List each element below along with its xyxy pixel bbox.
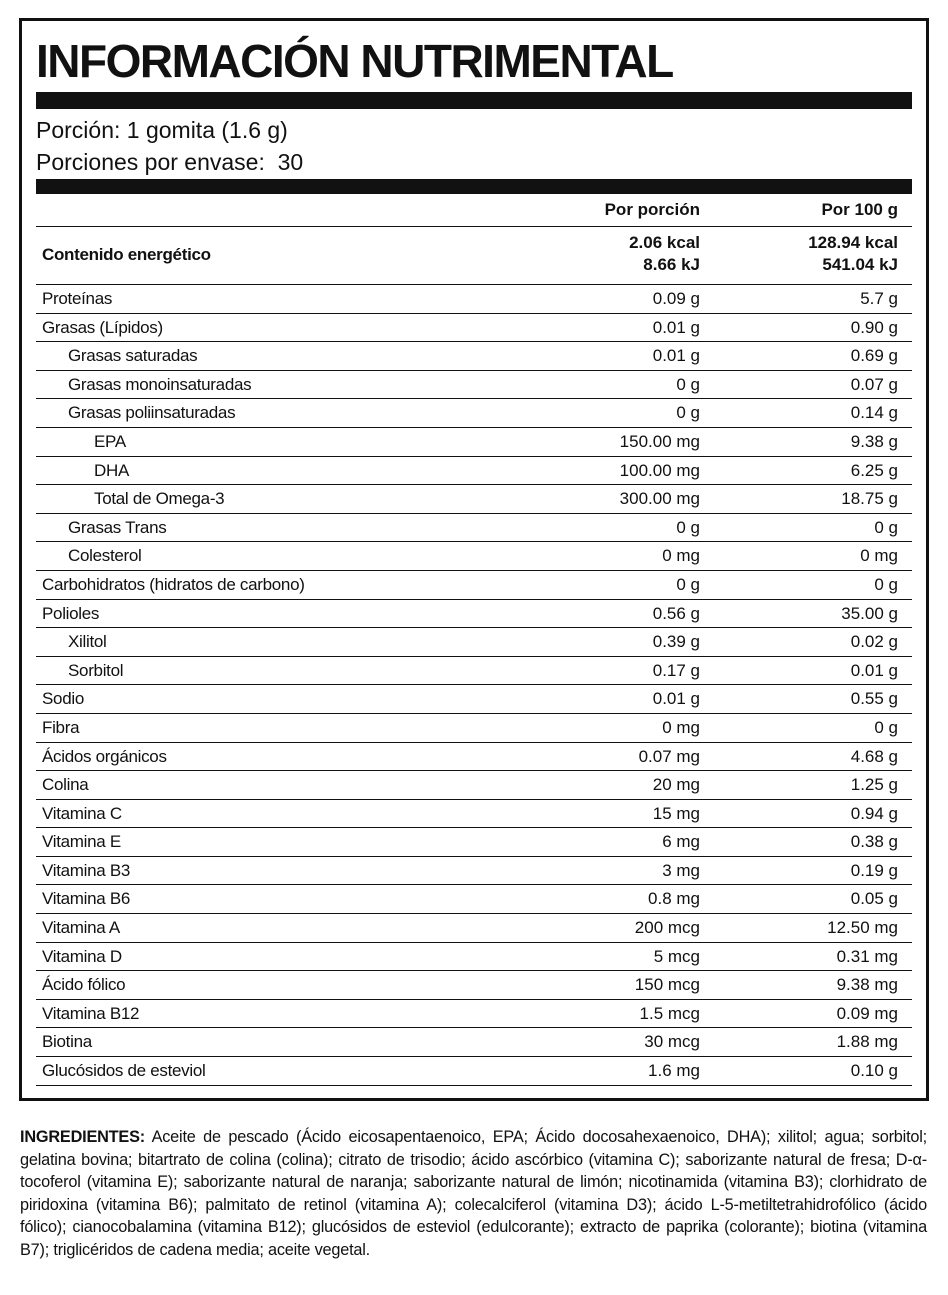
nutrient-label: Polioles [42,603,100,623]
page-title: INFORMACIÓN NUTRIMENTAL [36,35,673,87]
table-row [36,542,912,571]
energy-per-100g-kj: 541.04 kJ [822,255,898,274]
nutrient-label: Vitamina B6 [42,889,131,909]
energy-per-serving-kcal: 2.06 kcal [629,233,700,252]
nutrient-label: Vitamina C [42,803,122,823]
nutrient-per-100g: 5.7 g [860,289,898,308]
nutrient-per-serving: 0 g [676,374,700,394]
table-row [36,1000,912,1029]
table-row [36,1057,912,1086]
nutrient-per-100g: 9.38 g [850,431,898,451]
servings-per-container: Porciones por envase: 30 [36,149,304,175]
nutrient-per-100g: 0 g [874,574,898,594]
table-row [36,314,912,343]
table-row [36,743,912,772]
nutrient-per-serving: 0.01 g [652,689,700,709]
column-header-per-serving: Por porción [604,200,700,219]
nutrient-per-100g: 0.07 g [850,374,898,394]
nutrition-table [36,194,912,1086]
ingredients-paragraph [20,1126,927,1262]
nutrient-per-100g: 0.01 g [850,660,898,680]
nutrient-per-100g: 18.75 g [841,489,898,509]
column-header-per-100g: Por 100 g [821,200,898,219]
nutrient-label: Glucósidos de esteviol [42,1061,206,1081]
nutrient-per-100g: 1.25 g [850,775,898,795]
nutrient-per-serving: 0 mg [662,546,700,566]
nutrient-per-100g: 0.09 mg [836,1003,898,1023]
nutrient-per-100g: 0.14 g [850,403,898,423]
table-row [36,800,912,829]
nutrient-rows [36,285,912,1086]
table-row [36,628,912,657]
nutrient-per-100g: 35.00 g [841,603,898,623]
nutrient-per-serving: 0.17 g [652,660,700,680]
table-row [36,857,912,886]
nutrient-per-serving: 3 mg [662,860,700,880]
nutrient-per-100g: 0 g [874,517,898,537]
nutrient-per-serving: 200 mcg [634,918,700,938]
energy-per-serving [629,232,700,276]
nutrient-label: Fibra [42,717,80,737]
nutrient-per-serving: 0.56 g [652,603,700,623]
energy-per-serving-kj: 8.66 kJ [643,255,700,274]
table-row [36,1028,912,1057]
nutrient-per-serving: 1.5 mcg [639,1003,700,1023]
nutrient-per-serving: 5 mcg [653,946,700,966]
table-row [36,600,912,629]
table-row [36,657,912,686]
nutrient-per-100g: 0.19 g [850,860,898,880]
nutrient-per-100g: 0.38 g [850,832,898,852]
table-row [36,457,912,486]
nutrient-per-serving: 0.8 mg [648,889,700,909]
nutrient-per-100g: 0.02 g [850,632,898,652]
nutrient-label: Sodio [42,689,84,709]
nutrient-label: Colina [42,775,89,795]
table-row [36,371,912,400]
nutrient-per-100g: 0.10 g [850,1061,898,1081]
nutrient-label: Vitamina A [42,918,120,938]
nutrient-per-100g: 12.50 mg [827,918,898,938]
serving-divider-bar [36,179,912,194]
nutrient-label: Proteínas [42,289,113,308]
table-row [36,685,912,714]
nutrient-per-100g: 0 mg [860,546,898,566]
table-row [36,285,912,314]
table-row [36,514,912,543]
nutrient-per-serving: 150.00 mg [619,431,700,451]
nutrient-per-serving: 20 mg [652,775,700,795]
nutrient-per-serving: 0.09 g [652,289,700,308]
serving-info [36,114,303,178]
nutrient-per-serving: 15 mg [652,803,700,823]
nutrient-per-100g: 0.55 g [850,689,898,709]
nutrient-label: Grasas poliinsaturadas [68,403,236,423]
nutrient-per-100g: 0.31 mg [836,946,898,966]
nutrient-per-100g: 1.88 mg [836,1032,898,1052]
table-row [36,771,912,800]
nutrient-per-serving: 0.07 mg [638,746,700,766]
table-row [36,914,912,943]
nutrient-label: Vitamina E [42,832,121,852]
table-row [36,943,912,972]
table-row [36,428,912,457]
table-row [36,828,912,857]
nutrient-per-serving: 0 mg [662,717,700,737]
nutrient-per-serving: 30 mcg [644,1032,700,1052]
nutrient-per-serving: 0 g [676,403,700,423]
nutrient-per-serving: 0 g [676,517,700,537]
nutrient-label: Grasas Trans [68,517,167,537]
nutrient-per-serving: 0.01 g [652,346,700,366]
ingredients-text: Aceite de pescado (Ácido eicosapentaenoico, EPA; Ácido docosahexaenoico, DHA); xilitol; agua; sorbitol; gelatina bovina; bitartrato de colina (colina); citrato de trisodio; ácido ascórbico (vitamina C); saborizante natural de fresa; D-α-tocoferol (vitamina E); saborizante natural de naranja; saborizante natural de limón; nicotinamida (vitamina B3); clorhidrato de piridoxina (vitamina B6); palmitato de retinol (vitamina A); colecalciferol (vitamina D3); ácido L-5-metiltetrahidrofólico (ácido fólico); cianocobalamina (vitamina B12); glucósidos de esteviol (edulcorante); extracto de paprika (colorante); biotina (vitamina B7); triglicéridos de cadena media; aceite vegetal. [20,1128,927,1259]
nutrient-per-serving: 6 mg [662,832,700,852]
nutrient-label: Ácido fólico [42,975,126,995]
table-row [36,485,912,514]
nutrient-label: DHA [94,460,129,480]
energy-row [36,227,912,285]
nutrient-per-100g: 0.90 g [850,317,898,337]
nutrient-label: Colesterol [68,546,142,566]
table-header-row [36,194,912,227]
nutrient-label: Grasas monoinsaturadas [68,374,252,394]
energy-label: Contenido energético [42,245,211,264]
nutrient-per-100g: 0 g [874,717,898,737]
nutrient-per-serving: 150 mcg [634,975,700,995]
nutrition-facts-panel [19,18,929,1101]
nutrient-label: Vitamina D [42,946,122,966]
table-row [36,971,912,1000]
nutrient-per-serving: 100.00 mg [619,460,700,480]
nutrient-label: Grasas saturadas [68,346,198,366]
nutrient-label: Biotina [42,1032,92,1052]
nutrient-per-serving: 0.39 g [652,632,700,652]
table-row [36,571,912,600]
nutrient-per-100g: 9.38 mg [836,975,898,995]
nutrient-per-serving: 0 g [676,574,700,594]
table-row [36,342,912,371]
table-row [36,399,912,428]
title-divider-bar [36,92,912,109]
nutrient-per-serving: 0.01 g [652,317,700,337]
nutrient-label: EPA [94,431,126,451]
ingredients-label: INGREDIENTES: [20,1128,145,1146]
nutrient-label: Sorbitol [68,660,124,680]
nutrient-per-serving: 300.00 mg [619,489,700,509]
nutrient-label: Ácidos orgánicos [42,746,167,766]
nutrient-label: Carbohidratos (hidratos de carbono) [42,574,305,594]
table-row [36,885,912,914]
energy-per-100g [808,232,898,276]
nutrient-label: Grasas (Lípidos) [42,317,163,337]
nutrient-label: Vitamina B3 [42,860,131,880]
nutrient-label: Xilitol [68,632,107,652]
table-row [36,714,912,743]
nutrient-per-100g: 0.05 g [850,889,898,909]
nutrient-per-100g: 6.25 g [850,460,898,480]
nutrient-label: Total de Omega-3 [94,489,225,509]
nutrient-per-serving: 1.6 mg [648,1061,700,1081]
nutrient-per-100g: 0.94 g [850,803,898,823]
energy-per-100g-kcal: 128.94 kcal [808,233,898,252]
nutrient-label: Vitamina B12 [42,1003,140,1023]
nutrient-per-100g: 4.68 g [850,746,898,766]
nutrient-per-100g: 0.69 g [850,346,898,366]
serving-size: Porción: 1 gomita (1.6 g) [36,117,288,143]
